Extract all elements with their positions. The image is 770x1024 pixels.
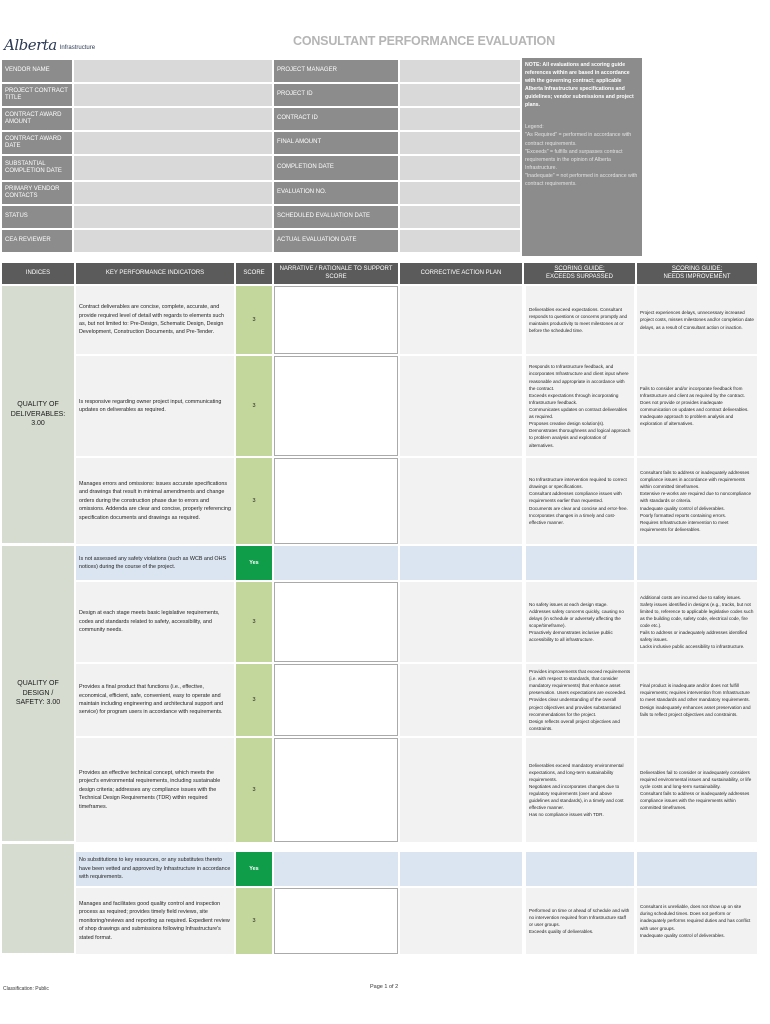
narrative-cell[interactable]: [274, 546, 398, 580]
legend-as-required: "As Required" = performed in accordance with contract requirements.: [525, 132, 632, 147]
legend-exceeds: "Exceeds" = fulfills and surpasses contract requirements in the opinion of Alberta Infrastructure.: [525, 148, 623, 171]
kpi-text: Provides a final product that functions (i.e., effective, economical, efficient, safe, convenient, easy to operate and maintain including engineering and architectural support and service) for program users in accordance with requirements.: [76, 664, 234, 736]
vendor-name-field[interactable]: [74, 60, 272, 82]
actual-evaluation-date-field[interactable]: [400, 230, 520, 252]
label-status: STATUS: [2, 206, 72, 228]
scoring-guide-exceeds: [526, 546, 634, 580]
note-text: NOTE: All evaluations and scoring guide references within are based in accordance with the governing contract; applicable Alberta Infrastructure specifications and guidelines; vendor submissions and project plans.: [525, 62, 634, 109]
narrative-cell[interactable]: [274, 458, 398, 544]
label-scheduled-evaluation-date: SCHEDULED EVALUATION DATE: [274, 206, 398, 228]
narrative-cell[interactable]: [274, 356, 398, 456]
scheduled-evaluation-date-field[interactable]: [400, 206, 520, 228]
scoring-guide-exceeds: No safety issues at each design stage. Addresses safety concerns quickly, causing no delays (in schedule or adversely affecting the scope/timeframe). Proactively demonstrates inclusive public accessibility to all infrastructure.: [526, 582, 634, 662]
scoring-guide-improvement: Additional costs are incurred due to safety issues. Safety issues identified in designs (e.g., tracks, but not limited to, reference to applicable legislative codes such as the building code, safety code, electrical code, fire code etc.). Fails to address or inadequately addresses identified safety issues. Lacks inclusive public accessibility to infrastructure.: [637, 582, 757, 662]
completion-date-field[interactable]: [400, 156, 520, 180]
narrative-cell[interactable]: [274, 664, 398, 736]
scoring-guide-improvement: Final product is inadequate and/or does not fulfill requirements; requires intervention from Infrastructure to meet standards and other mandatory requirements. Design inadequately enhances asset preservation and fails to reflect project objectives and constraints.: [637, 664, 757, 736]
classification-label: Classification: Public: [3, 986, 49, 992]
scoring-guide-exceeds: Deliverables exceed mandatory environmental expectations, and long-term sustainability requirements. Negotiates and incorporates changes due to regulatory requirements (over and above guidelines and standards), in a timely and cost effective manner. Has no compliance issues with TDR.: [526, 738, 634, 842]
alberta-logo: [4, 30, 95, 54]
scoring-guide-improvement: Project experiences delays, unnecessary increased project costs, misses milestones and/or completion date delays, as a result of Consultant action or inaction.: [637, 286, 757, 354]
contract-award-amount-field[interactable]: [74, 108, 272, 130]
header-kpi: KEY PERFORMANCE INDICATORS: [76, 263, 234, 284]
corrective-action-cell[interactable]: [400, 356, 522, 456]
page-number: Page 1 of 2: [370, 984, 399, 990]
corrective-action-cell[interactable]: [400, 888, 522, 954]
project-contract-title-field[interactable]: [74, 84, 272, 106]
header-guide1-bottom: EXCEEDS SURPASSED: [546, 273, 613, 280]
narrative-cell[interactable]: [274, 852, 398, 886]
score-cell[interactable]: 3: [236, 356, 272, 456]
score-cell[interactable]: 3: [236, 458, 272, 544]
score-cell[interactable]: 3: [236, 664, 272, 736]
legend-inadequate: "Inadequate" = not performed in accordance with contract requirements.: [525, 172, 638, 187]
corrective-action-cell[interactable]: [400, 738, 522, 842]
page-title: CONSULTANT PERFORMANCE EVALUATION: [293, 34, 555, 48]
narrative-cell[interactable]: [274, 888, 398, 954]
label-contract-id: CONTRACT ID: [274, 108, 398, 130]
kpi-text: Design at each stage meets basic legislative requirements, codes and standards related to safety, accessibility, and community needs.: [76, 582, 234, 662]
header-guide2-bottom: NEEDS IMPROVEMENT: [663, 273, 731, 280]
label-completion-date: COMPLETION DATE: [274, 156, 398, 180]
final-amount-field[interactable]: [400, 132, 520, 154]
contract-id-field[interactable]: [400, 108, 520, 130]
scoring-guide-exceeds: No Infrastructure intervention required to correct drawings or specifications. Consultant addresses compliance issues with requirements earlier than requested. Documents are clear and concise and error-free. Incorporates changes in a timely and cost-effective manner.: [526, 458, 634, 544]
logo-subtitle: Infrastructure: [59, 45, 96, 51]
scoring-guide-improvement: Deliverables fail to consider or inadequately considers required environmental issues and sustainability, or life cycle costs and long-term sustainability. Consultant fails to address or inadequately addresses compliance issues with the requirements within committed timeframes.: [637, 738, 757, 842]
corrective-action-cell[interactable]: [400, 458, 522, 544]
score-cell[interactable]: 3: [236, 582, 272, 662]
corrective-action-cell[interactable]: [400, 852, 522, 886]
kpi-text: Is responsive regarding owner project input, communicating updates on deliverables as required.: [76, 356, 234, 456]
header-guide2-top: SCORING GUIDE:: [671, 266, 723, 273]
score-cell[interactable]: Yes: [236, 546, 272, 580]
label-contract-award-amount: CONTRACT AWARD AMOUNT: [2, 108, 72, 130]
scoring-guide-exceeds: Performed on time or ahead of schedule and with no intervention required from Infrastructure staff or user groups. Exceeds quality of deliverables.: [526, 888, 634, 954]
label-substantial-completion-date: SUBSTANTIAL COMPLETION DATE: [2, 156, 72, 180]
header-score: SCORE: [236, 263, 272, 284]
scoring-guide-exceeds: Responds to Infrastructure feedback, and incorporates Infrastructure and client input where reasonable and appropriate in accordance with the contract. Exceeds expectations through incorporating Infrastructure feedback. Communicates updates on contract deliverables as required. Proposes creative design solution(s). Demonstrates thoroughness and logical approach to problem analysis and exploration of alternatives.: [526, 356, 634, 456]
primary-vendor-contacts-field[interactable]: [74, 182, 272, 204]
label-project-manager: PROJECT MANAGER: [274, 60, 398, 82]
header-scoring-guide-improvement: [637, 263, 757, 284]
narrative-cell[interactable]: [274, 286, 398, 354]
corrective-action-cell[interactable]: [400, 664, 522, 736]
label-primary-vendor-contacts: PRIMARY VENDOR CONTACTS: [2, 182, 72, 204]
contract-award-date-field[interactable]: [74, 132, 272, 154]
label-contract-award-date: CONTRACT AWARD DATE: [2, 132, 72, 154]
cea-reviewer-field[interactable]: [74, 230, 272, 252]
scoring-guide-improvement: [637, 852, 757, 886]
scoring-guide-exceeds: Deliverables exceed expectations. Consultant responds to questions or concerns promptly and maintains productivity to meet milestones at or before the scheduled time.: [526, 286, 634, 354]
header-scoring-guide-exceeds: [524, 263, 635, 284]
index-resources: [2, 844, 74, 954]
label-final-amount: FINAL AMOUNT: [274, 132, 398, 154]
kpi-text: Provides an effective technical concept, which meets the project's environmental requirements, including sustainable design criteria; addresses any compliance issues with the Technical Design Requirements (TDR) within required timeframes.: [76, 738, 234, 842]
project-manager-field[interactable]: [400, 60, 520, 82]
status-field[interactable]: [74, 206, 272, 228]
scoring-guide-exceeds: [526, 852, 634, 886]
evaluation-no-field[interactable]: [400, 182, 520, 204]
index-quality-of-design-safety: QUALITY OF DESIGN / SAFETY: 3.00: [2, 546, 74, 842]
score-cell[interactable]: Yes: [236, 852, 272, 886]
label-cea-reviewer: CEA REVIEWER: [2, 230, 72, 252]
corrective-action-cell[interactable]: [400, 546, 522, 580]
label-vendor-name: VENDOR NAME: [2, 60, 72, 82]
narrative-cell[interactable]: [274, 738, 398, 842]
note-panel: [522, 58, 642, 256]
legend-title: Legend:: [525, 124, 544, 131]
kpi-text: Contract deliverables are concise, complete, accurate, and provide required level of detail with regards to elements such as, but not limited to: Pre-Design, Schematic Design, Design Development, Construction Documents, and Pre-Tender.: [76, 286, 234, 354]
logo-wordmark: Alberta: [4, 36, 57, 54]
corrective-action-cell[interactable]: [400, 582, 522, 662]
header-corrective-action: CORRECTIVE ACTION PLAN: [400, 263, 522, 284]
header-indices: INDICES: [2, 263, 74, 284]
kpi-text: No substitutions to key resources, or any substitutes thereto have been vetted and approved by Infrastructure in accordance with requirements.: [76, 852, 234, 886]
header-narrative: NARRATIVE / RATIONALE TO SUPPORT SCORE: [274, 263, 398, 284]
score-cell[interactable]: 3: [236, 888, 272, 954]
kpi-text: Is not assessed any safety violations (such as WCB and OHS notices) during the course of the project.: [76, 546, 234, 580]
kpi-text: Manages and facilitates good quality control and inspection process as required; provides timely field reviews, site monitoring/reviews and reporting as required. Expedient review of shop drawings and submissions following Infrastructure's stated format.: [76, 888, 234, 954]
label-actual-evaluation-date: ACTUAL EVALUATION DATE: [274, 230, 398, 252]
narrative-cell[interactable]: [274, 582, 398, 662]
project-id-field[interactable]: [400, 84, 520, 106]
index-quality-of-deliverables: QUALITY OF DELIVERABLES: 3.00: [2, 286, 74, 544]
scoring-guide-improvement: [637, 546, 757, 580]
substantial-completion-date-field[interactable]: [74, 156, 272, 180]
scoring-guide-improvement: Fails to consider and/or incorporate feedback from Infrastructure and client as required by the contract. Does not provide or provides inadequate communication on updates and contract deliverables. Inadequate approach to problem analysis and exploration of alternatives.: [637, 356, 757, 456]
label-project-id: PROJECT ID: [274, 84, 398, 106]
scoring-guide-improvement: Consultant fails to address or inadequately addresses compliance issues in accordance with requirements within committed timeframes. Extensive re-works are required due to noncompliance with standards or criteria. Inadequate quality control of deliverables. Poorly formatted reports containing errors. Requires Infrastructure intervention to meet requirements for deliverables.: [637, 458, 757, 544]
header-guide1-top: SCORING GUIDE:: [554, 266, 605, 273]
corrective-action-cell[interactable]: [400, 286, 522, 354]
label-evaluation-no: EVALUATION NO.: [274, 182, 398, 204]
kpi-text: Manages errors and omissions: issues accurate specifications and drawings that result in minimal amendments and change orders during the construction phase due to errors and omissions. Addenda are clear and concise, properly referencing specification documents and drawings as required.: [76, 458, 234, 544]
scoring-guide-improvement: Consultant is unreliable, does not show up on site during scheduled times. Does not perform or inadequately performs required duties and has conflict with user groups. Inadequate quality control of deliverables.: [637, 888, 757, 954]
label-project-contract-title: PROJECT CONTRACT TITLE: [2, 84, 72, 106]
scoring-guide-exceeds: Provides improvements that exceed requirements (i.e. with respect to standards, that consider mandatory requirements) that enhance asset preservation. Users expectations are exceeded. Provides clear understanding of the overall project objectives and provides substantiated recommendations for the project. Design reflects overall project objectives and constraints.: [526, 664, 634, 736]
score-cell[interactable]: 3: [236, 286, 272, 354]
score-cell[interactable]: 3: [236, 738, 272, 842]
